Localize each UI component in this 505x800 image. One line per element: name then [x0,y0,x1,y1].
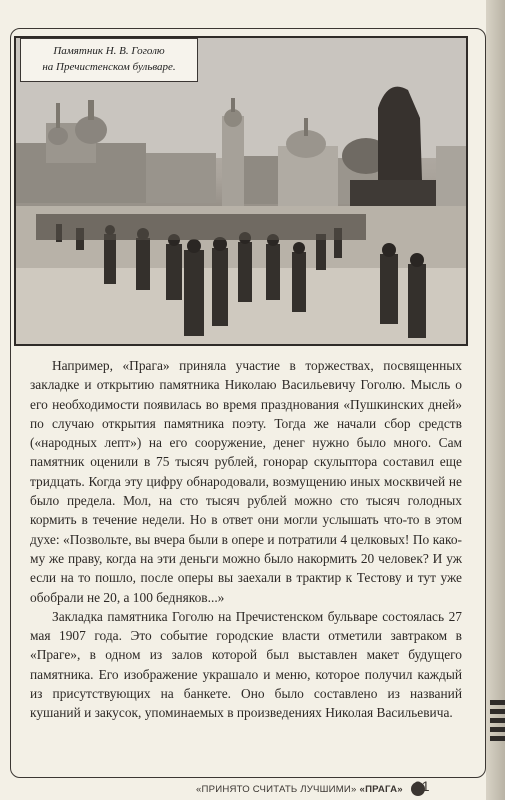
running-footer [196,780,431,798]
page-number: 31 [414,778,430,794]
page-edge [486,0,505,800]
caption-line-1: Памятник Н. В. Гоголю [53,45,165,57]
paragraph-1: Например, «Прага» приняла участие в торжествах, посвященных закладке и открытию памятника Николаю Васильевичу Гоголю. Мысль о его необходимости появилась во время празднования «Пушкинских дней» по случаю открытия памятника поэту. Тогда же начали сбор средств («народных лепт») на его сооружение, денег нужно было много. Сам памятник оценили в 75 тысяч рублей, гонорар скульптора составил еще тридцать. Когда эту цифру обнародовали, возмущению иных москвичей не было предела. Мол, на сто тысяч рублей можно сто тысяч голодных кормить в течение недели. Но в ответ они могли услышать что-то в этом духе: «Позвольте, вы вчера были в опере и потратили 4 целковых! По какому же праву, когда на эти деньги можно было накормить 20 человек? И уж если на то пошло, после оперы вы заехали в трактир к Тестову и тут уже обобрали не 20, а 100 бедняков...» [30,358,462,605]
historical-photo [14,36,468,346]
photo-caption [20,38,198,82]
caption-line-2: на Пречистенском бульваре. [42,61,176,73]
paragraph-2: Закладка памятника Гоголю на Пречистенском бульваре состоялась 27 мая 1907 года. Это событие городские власти отметили завтраком в «Праге», в одном из залов которой был выставлен макет будущего памятника. Его изображение украшало и меню, которое получил каждый из присутствующих на банкете. Оно было составлено из названий кушаний и закусок, упоминаемых в произведениях Николая Васильевича. [30,608,462,721]
footer-brand: «ПРАГА» [359,783,403,795]
body-text [30,356,462,723]
decorative-bars [490,700,505,742]
running-title: «ПРИНЯТО СЧИТАТЬ ЛУЧШИМИ» [196,783,357,795]
